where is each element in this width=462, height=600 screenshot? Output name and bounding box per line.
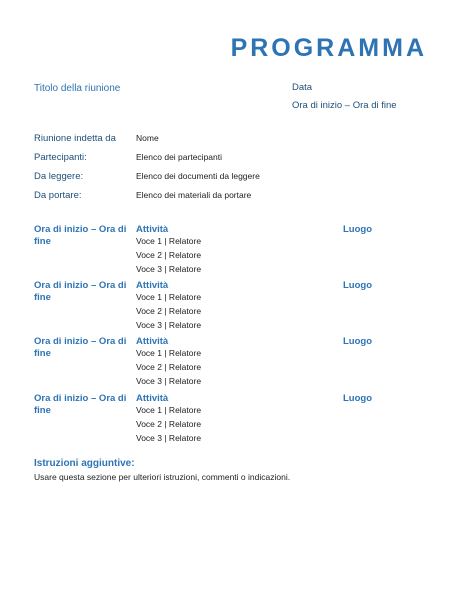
instructions-heading: Istruzioni aggiuntive: xyxy=(34,458,135,469)
meeting-time: Ora di inizio – Ora di fine xyxy=(292,100,397,111)
agenda-item: Voce 1 | Relatore xyxy=(136,405,202,415)
agenda-time: Ora di inizio – Ora di fine xyxy=(34,224,127,247)
info-label: Da leggere: xyxy=(34,171,84,182)
instructions-text: Usare questa sezione per ulteriori istruzioni, commenti o indicazioni. xyxy=(34,472,291,482)
meeting-title: Titolo della riunione xyxy=(34,83,121,94)
info-value: Elenco dei partecipanti xyxy=(136,152,223,162)
info-row-bring xyxy=(34,190,434,209)
agenda-item: Voce 3 | Relatore xyxy=(136,376,202,386)
agenda-item: Voce 2 | Relatore xyxy=(136,362,202,372)
info-label: Partecipanti: xyxy=(34,152,87,163)
info-label: Riunione indetta da xyxy=(34,133,116,144)
agenda-location-label: Luogo xyxy=(343,280,373,291)
info-row-organizer xyxy=(34,133,434,152)
agenda-location-label: Luogo xyxy=(343,224,373,235)
agenda-time: Ora di inizio – Ora di fine xyxy=(34,393,127,416)
agenda-item: Voce 2 | Relatore xyxy=(136,250,202,260)
agenda-item: Voce 1 | Relatore xyxy=(136,348,202,358)
info-label: Da portare: xyxy=(34,190,82,201)
agenda-item: Voce 1 | Relatore xyxy=(136,236,202,246)
agenda-item: Voce 3 | Relatore xyxy=(136,264,202,274)
agenda-location-label: Luogo xyxy=(343,336,373,347)
agenda-time: Ora di inizio – Ora di fine xyxy=(34,336,127,359)
agenda-item: Voce 3 | Relatore xyxy=(136,320,202,330)
meeting-info xyxy=(34,133,434,209)
info-value: Elenco dei materiali da portare xyxy=(136,190,252,200)
agenda-item: Voce 2 | Relatore xyxy=(136,306,202,316)
agenda-activity-label: Attività xyxy=(136,393,169,404)
page-title: PROGRAMMA xyxy=(230,34,427,62)
agenda-location-label: Luogo xyxy=(343,393,373,404)
agenda-item: Voce 3 | Relatore xyxy=(136,433,202,443)
info-row-participants xyxy=(34,152,434,171)
agenda-activity-label: Attività xyxy=(136,336,169,347)
info-value: Elenco dei documenti da leggere xyxy=(136,171,260,181)
info-value: Nome xyxy=(136,133,159,143)
meeting-date: Data xyxy=(292,82,313,93)
agenda-item: Voce 2 | Relatore xyxy=(136,419,202,429)
info-row-reading xyxy=(34,171,434,190)
agenda-activity-label: Attività xyxy=(136,224,169,235)
agenda-activity-label: Attività xyxy=(136,280,169,291)
agenda-time: Ora di inizio – Ora di fine xyxy=(34,280,127,303)
agenda-item: Voce 1 | Relatore xyxy=(136,292,202,302)
